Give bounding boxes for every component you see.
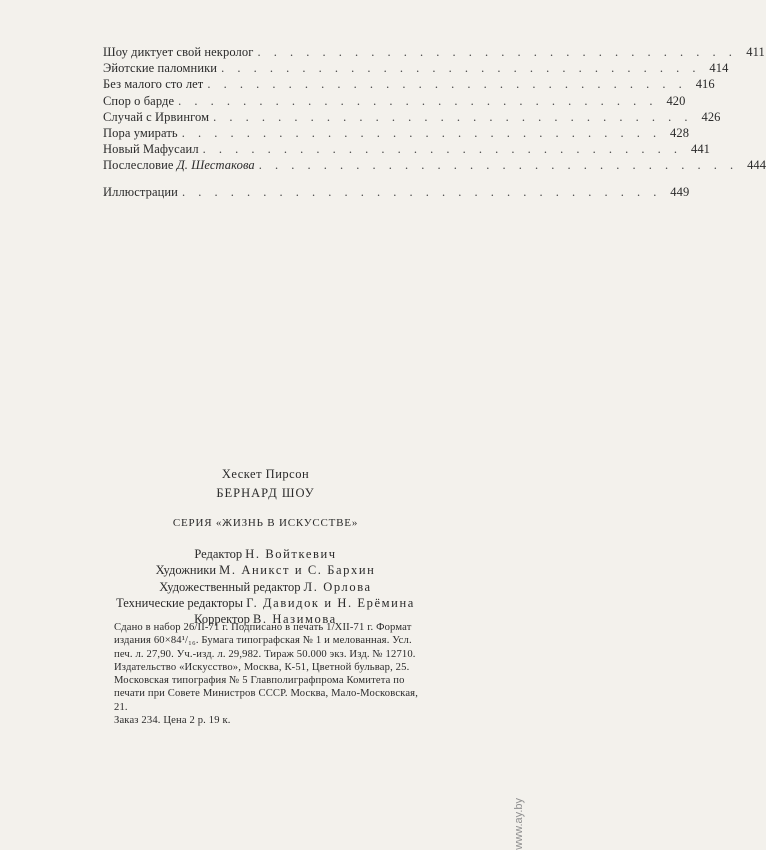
credit-name: М. Аникст и С. Бархин	[219, 563, 376, 578]
credit-technical-editors	[0, 595, 531, 611]
toc-leader-dots: . . . . . . . . . . . . . . . . . . . . . . . . . . . . . .	[257, 45, 737, 59]
imprint-line: печати при Совете Министров СССР. Москва, Мало-Московская, 21.	[114, 688, 418, 713]
credit-role: Корректор	[194, 612, 250, 627]
toc-leader-dots: . . . . . . . . . . . . . . . . . . . . . . . . . . . . . .	[181, 184, 662, 199]
toc-entry-title: Новый Мафусаил	[103, 142, 199, 157]
toc-leader-dots: . . . . . . . . . . . . . . . . . . . . . . . . . . . . . .	[258, 158, 739, 173]
toc-entry-title: Эйотские паломники	[103, 61, 218, 76]
toc-entry-page: 441	[690, 142, 711, 157]
table-of-contents	[103, 44, 766, 200]
book-author: Хескет Пирсон	[221, 467, 310, 481]
toc-entry-title: Иллюстрации	[103, 184, 178, 199]
watermark: www.ay.by	[513, 798, 525, 850]
toc-entry	[103, 109, 721, 125]
toc-entry-title: Пора умирать	[103, 126, 178, 141]
credit-role: Художественный редактор	[159, 579, 301, 594]
toc-entry	[103, 141, 711, 157]
toc-entry-page: 444	[747, 158, 766, 173]
toc-entry-title: Спор о барде	[103, 93, 175, 108]
colophon	[0, 466, 531, 627]
credit-name: Н. Войткевич	[245, 547, 337, 561]
imprint-line: Издательство «Искусство», Москва, К-51, Цветной бульвар, 25.	[114, 661, 410, 673]
imprint-line: Сдано в набор 26/II-71 г. Подписано в печать 1/XII-71 г. Формат	[114, 622, 412, 633]
imprint-line: издания 60×84¹/₁₆. Бумага типографская № 1 и мелованная. Усл.	[114, 635, 412, 647]
toc-entry-title	[103, 157, 255, 173]
toc-entry-page: 420	[666, 93, 686, 108]
toc-entry-title: Случай с Ирвингом	[103, 109, 210, 124]
series-name: СЕРИЯ «ЖИЗНЬ В ИСКУССТВЕ»	[172, 517, 359, 529]
toc-entry-page: 428	[670, 126, 690, 141]
toc-spacer	[103, 174, 476, 184]
credit-name: В. Назимова	[253, 612, 337, 627]
order-price-line: Заказ 234. Цена 2 р. 19 к.	[114, 715, 231, 727]
imprint-block	[114, 621, 418, 727]
imprint-line: печ. л. 27,90. Уч.-изд. л. 29,982. Тираж 50.000 экз. Изд. № 12710.	[114, 648, 416, 660]
toc-entry	[103, 44, 765, 60]
toc-entry	[103, 125, 690, 141]
afterword-label: Послесловие	[103, 158, 174, 173]
toc-entry-page: 411	[746, 45, 765, 59]
toc-entry-page: 426	[701, 109, 721, 124]
toc-leader-dots: . . . . . . . . . . . . . . . . . . . . . . . . . . . . . .	[181, 126, 662, 141]
toc-entry-title: Шоу диктует свой некролог	[103, 45, 254, 59]
imprint-line: Московская типография № 5 Главполиграфпрома Комитета по	[114, 675, 405, 687]
toc-leader-dots: . . . . . . . . . . . . . . . . . . . . . . . . . . . . . .	[207, 77, 687, 92]
book-title: БЕРНАРД ШОУ	[216, 486, 315, 500]
credit-role: Художники	[155, 563, 217, 578]
credit-artists	[0, 562, 531, 578]
toc-entry-illustrations	[103, 184, 690, 200]
credit-name: Л. Орлова	[303, 579, 372, 594]
credit-name: Г. Давидок и Н. Ерёмина	[246, 595, 415, 610]
credits-list	[0, 546, 531, 627]
credit-role: Технические редакторы	[116, 595, 244, 610]
credit-editor	[0, 546, 531, 562]
toc-entry	[103, 76, 715, 92]
toc-leader-dots: . . . . . . . . . . . . . . . . . . . . . . . . . . . . . .	[221, 61, 701, 76]
toc-leader-dots: . . . . . . . . . . . . . . . . . . . . . . . . . . . . . .	[178, 93, 658, 108]
credit-art-editor	[0, 579, 531, 595]
toc-leader-dots: . . . . . . . . . . . . . . . . . . . . . . . . . . . . . .	[213, 109, 693, 124]
toc-entry	[103, 157, 766, 173]
toc-entry-page: 449	[670, 184, 690, 199]
toc-entry	[103, 93, 686, 109]
toc-entry-title: Без малого сто лет	[103, 77, 204, 92]
toc-leader-dots: . . . . . . . . . . . . . . . . . . . . . . . . . . . . . .	[202, 142, 683, 157]
toc-entry	[103, 60, 729, 76]
toc-entry-page: 414	[709, 61, 729, 76]
toc-entry-page: 416	[695, 77, 715, 92]
afterword-author: Д. Шестакова	[176, 158, 255, 173]
credit-role: Редактор	[194, 547, 243, 561]
